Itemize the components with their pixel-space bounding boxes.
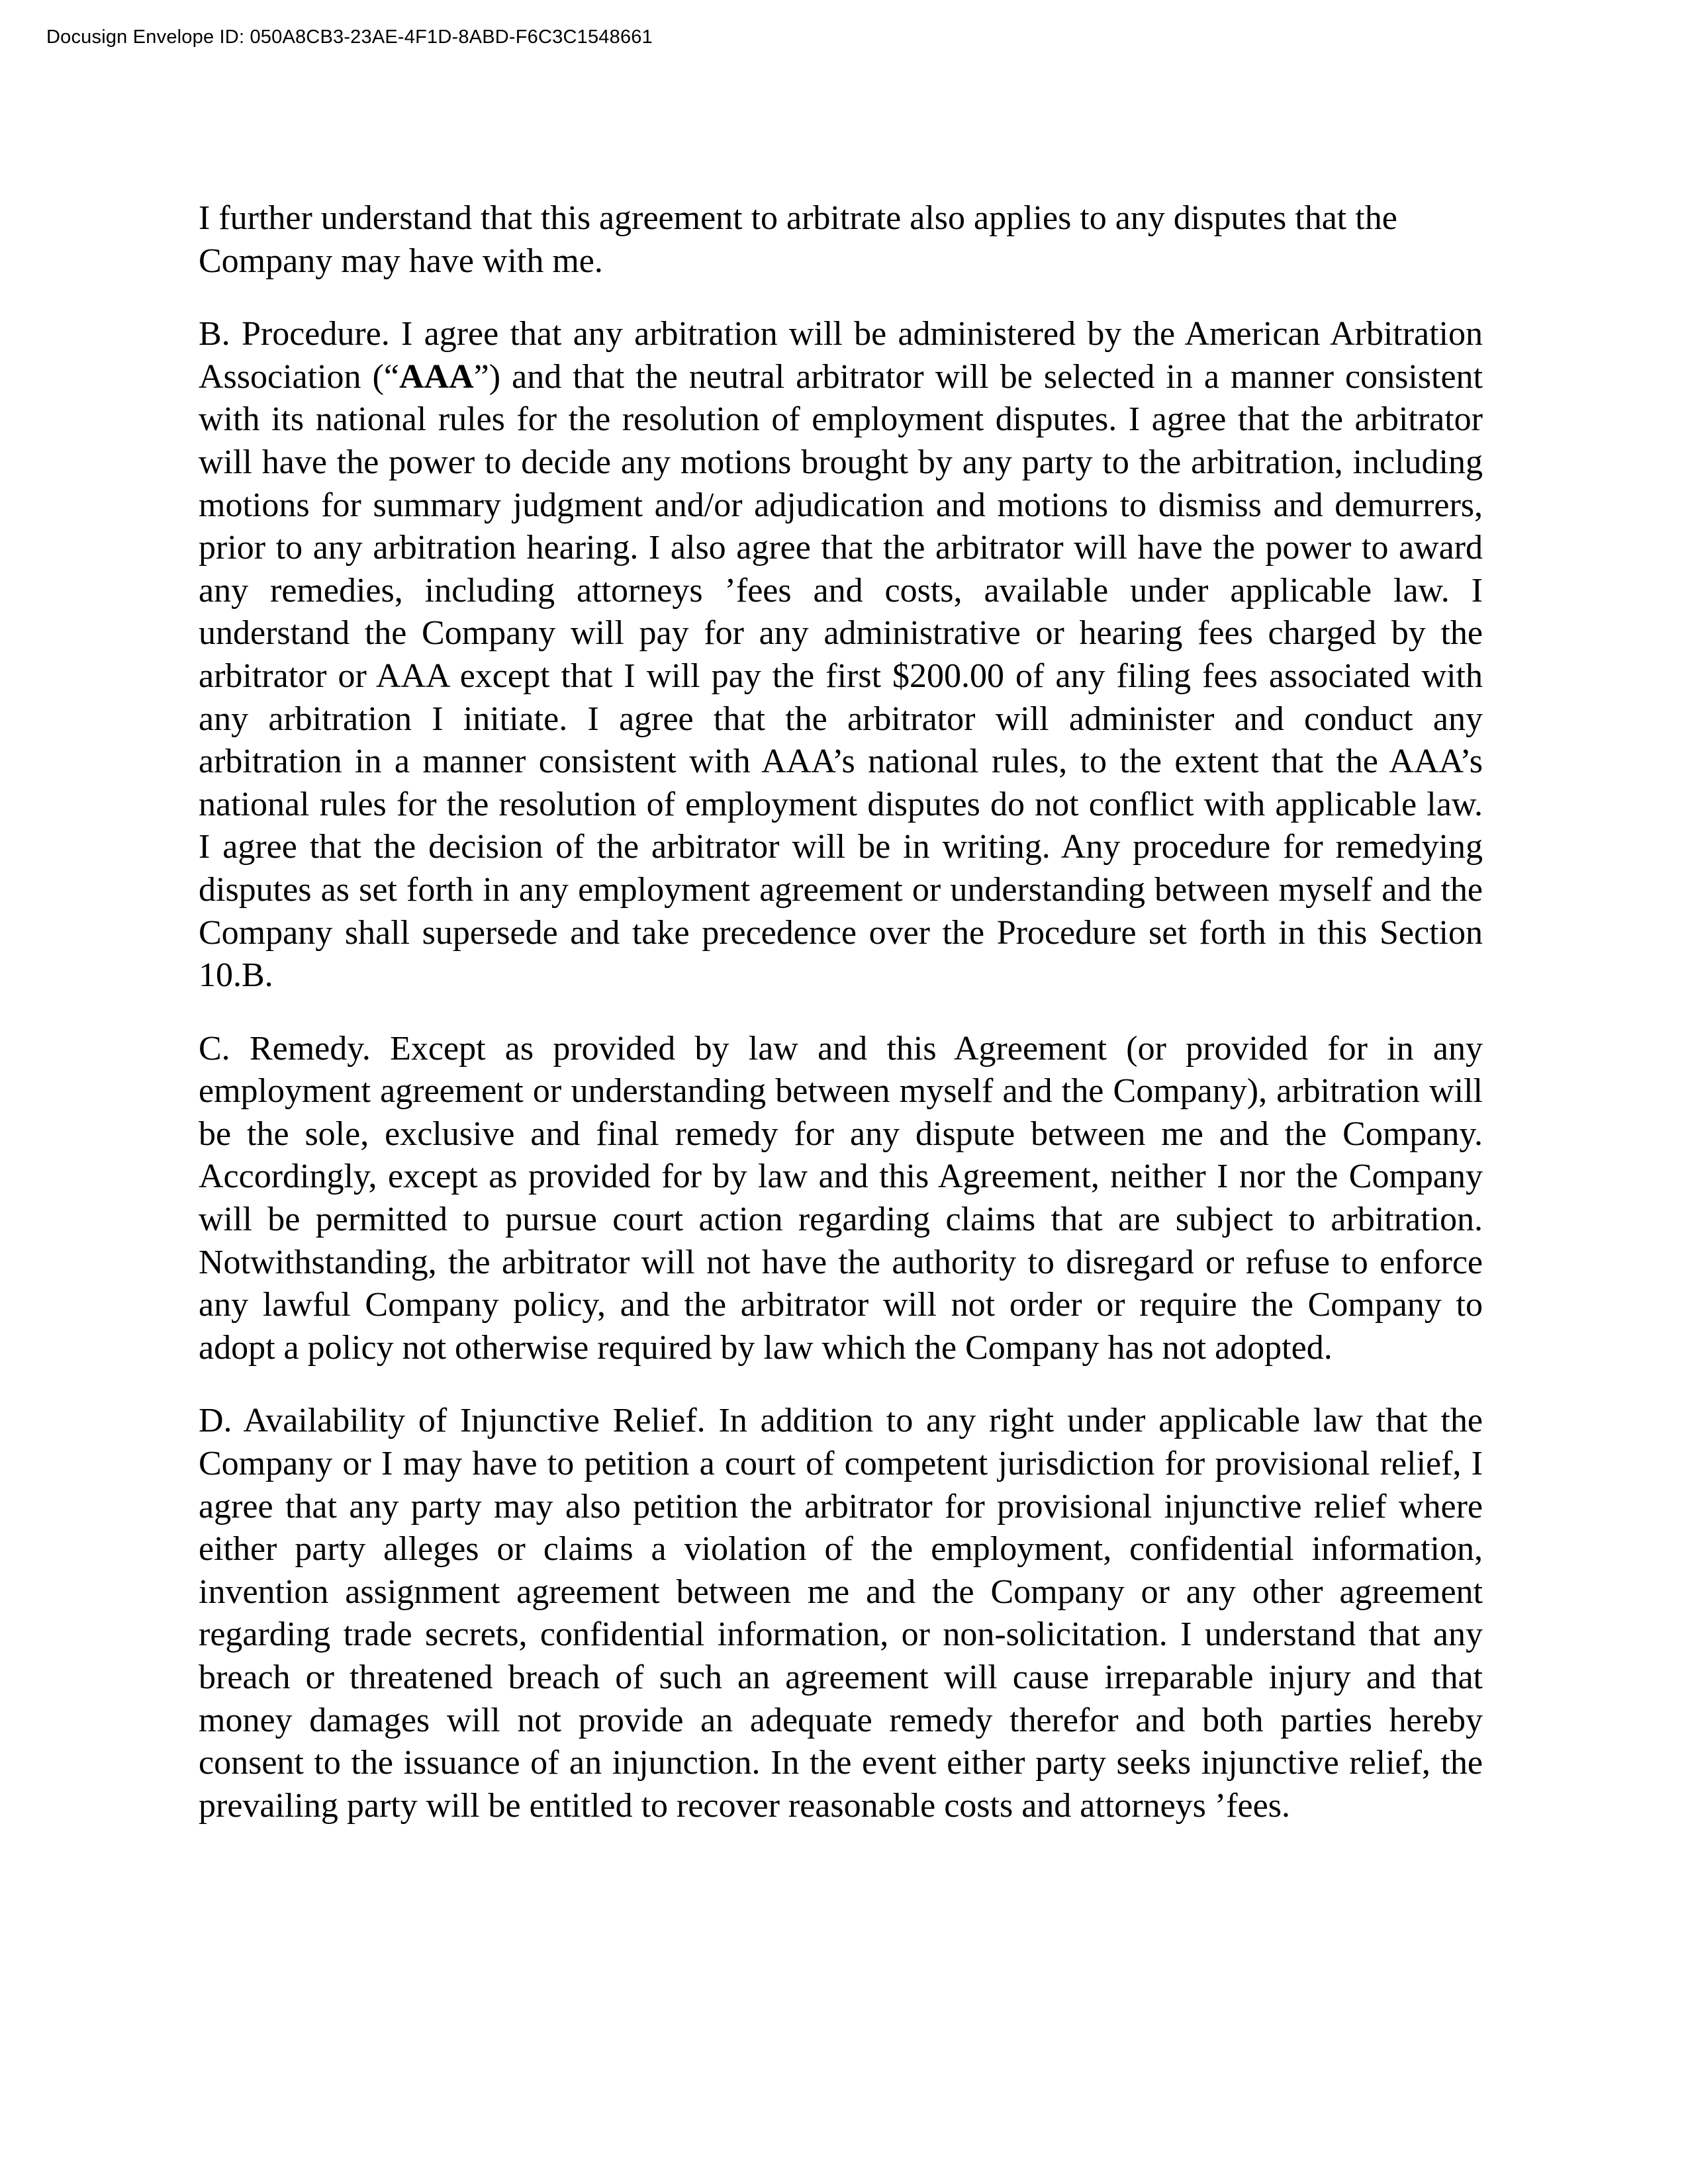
paragraph-procedure <box>199 313 1483 997</box>
paragraph-intro: I further understand that this agreement to arbitrate also applies to any disputes that the Company may have with me. <box>199 199 1397 280</box>
paragraph-injunctive-relief: D. Availability of Injunctive Relief. In addition to any right under applicable law that the Company or I may have to petition a court of competent jurisdiction for provisional relief, I agree that any party may also petition the arbitrator for provisional injunctive relief where either party alleges or claims a violation of the employment, confidential information, invention assignment agreement between me and the Company or any other agreement regarding trade secrets, confidential information, or non-solicitation. I understand that any breach or threatened breach of such an agreement will cause irreparable injury and that money damages will not provide an adequate remedy therefor and both parties hereby consent to the issuance of an injunction. In the event either party seeks injunctive relief, the prevailing party will be entitled to recover reasonable costs and attorneys ’fees. <box>199 1402 1483 1825</box>
procedure-lead-text: B. Procedure. I agree that any arbitration will be administered by the American Arbitration Association (“ <box>199 315 1483 396</box>
document-body <box>199 197 1483 1858</box>
procedure-rest-text: ”) and that the neutral arbitrator will be selected in a manner consistent with its national rules for the resolution of employment disputes. I agree that the arbitrator will have the power to decide any motions brought by any party to the arbitration, including motions for summary judgment and/or adjudication and motions to dismiss and demurrers, prior to any arbitration hearing. I also agree that the arbitrator will have the power to award any remedies, including attorneys ’fees and costs, available under applicable law. I understand the Company will pay for any administrative or hearing fees charged by the arbitrator or AAA except that I will pay the first $200.00 of any filing fees associated with any arbitration I initiate. I agree that the arbitrator will administer and conduct any arbitration in a manner consistent with AAA’s national rules, to the extent that the AAA’s national rules for the resolution of employment disputes do not conflict with applicable law. I agree that the decision of the arbitrator will be in writing. Any procedure for remedying disputes as set forth in any employment agreement or understanding between myself and the Company shall supersede and take precedence over the Procedure set forth in this Section 10.B. <box>199 357 1483 995</box>
paragraph-remedy: C. Remedy. Except as provided by law and this Agreement (or provided for in any employment agreement or understanding between myself and the Company), arbitration will be the sole, exclusive and final remedy for any dispute between me and the Company. Accordingly, except as provided for by law and this Agreement, neither I nor the Company will be permitted to pursue court action regarding claims that are subject to arbitration. Notwithstanding, the arbitrator will not have the authority to disregard or refuse to enforce any lawful Company policy, and the arbitrator will not order or require the Company to adopt a policy not otherwise required by law which the Company has not adopted. <box>199 1029 1483 1367</box>
docusign-envelope-id: Docusign Envelope ID: 050A8CB3-23AE-4F1D-8ABD-F6C3C1548661 <box>46 26 653 48</box>
aaa-abbreviation: AAA <box>399 357 474 396</box>
